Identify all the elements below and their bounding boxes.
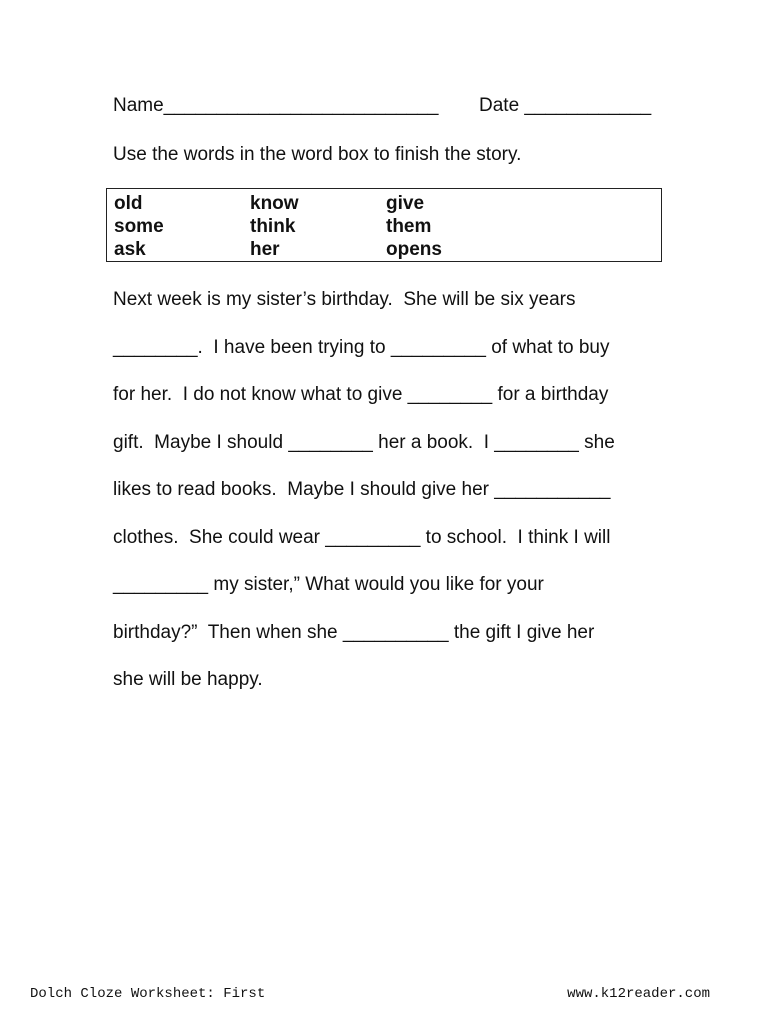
story-line: clothes. She could wear _________ to school. I think I will xyxy=(113,527,611,548)
word-box-word: ask xyxy=(114,239,146,260)
story-line: for her. I do not know what to give ________ for a birthday xyxy=(113,384,609,405)
word-box-word: them xyxy=(386,216,432,237)
word-box-word: opens xyxy=(386,239,442,260)
instruction-text: Use the words in the word box to finish the story. xyxy=(113,144,522,165)
word-box-word: some xyxy=(114,216,164,237)
word-box-word: think xyxy=(250,216,296,237)
date-field-line: Date ____________ xyxy=(479,95,652,116)
story-line: _________ my sister,” What would you like for your xyxy=(113,574,544,595)
word-box xyxy=(106,188,662,262)
story-line: she will be happy. xyxy=(113,669,263,690)
word-box-word: her xyxy=(250,239,280,260)
story-line: ________. I have been trying to _________ of what to buy xyxy=(113,337,610,358)
story-line: likes to read books. Maybe I should give her ___________ xyxy=(113,479,611,500)
word-box-word: old xyxy=(114,193,143,214)
name-field-line: Name__________________________ xyxy=(113,95,439,116)
story-line: birthday?” Then when she __________ the gift I give her xyxy=(113,622,595,643)
word-box-word: know xyxy=(250,193,299,214)
footer-title: Dolch Cloze Worksheet: First xyxy=(30,986,266,1002)
story-line: Next week is my sister’s birthday. She will be six years xyxy=(113,289,576,310)
story-line: gift. Maybe I should ________ her a book. I ________ she xyxy=(113,432,615,453)
word-box-word: give xyxy=(386,193,425,214)
footer-website: www.k12reader.com xyxy=(567,986,710,1002)
